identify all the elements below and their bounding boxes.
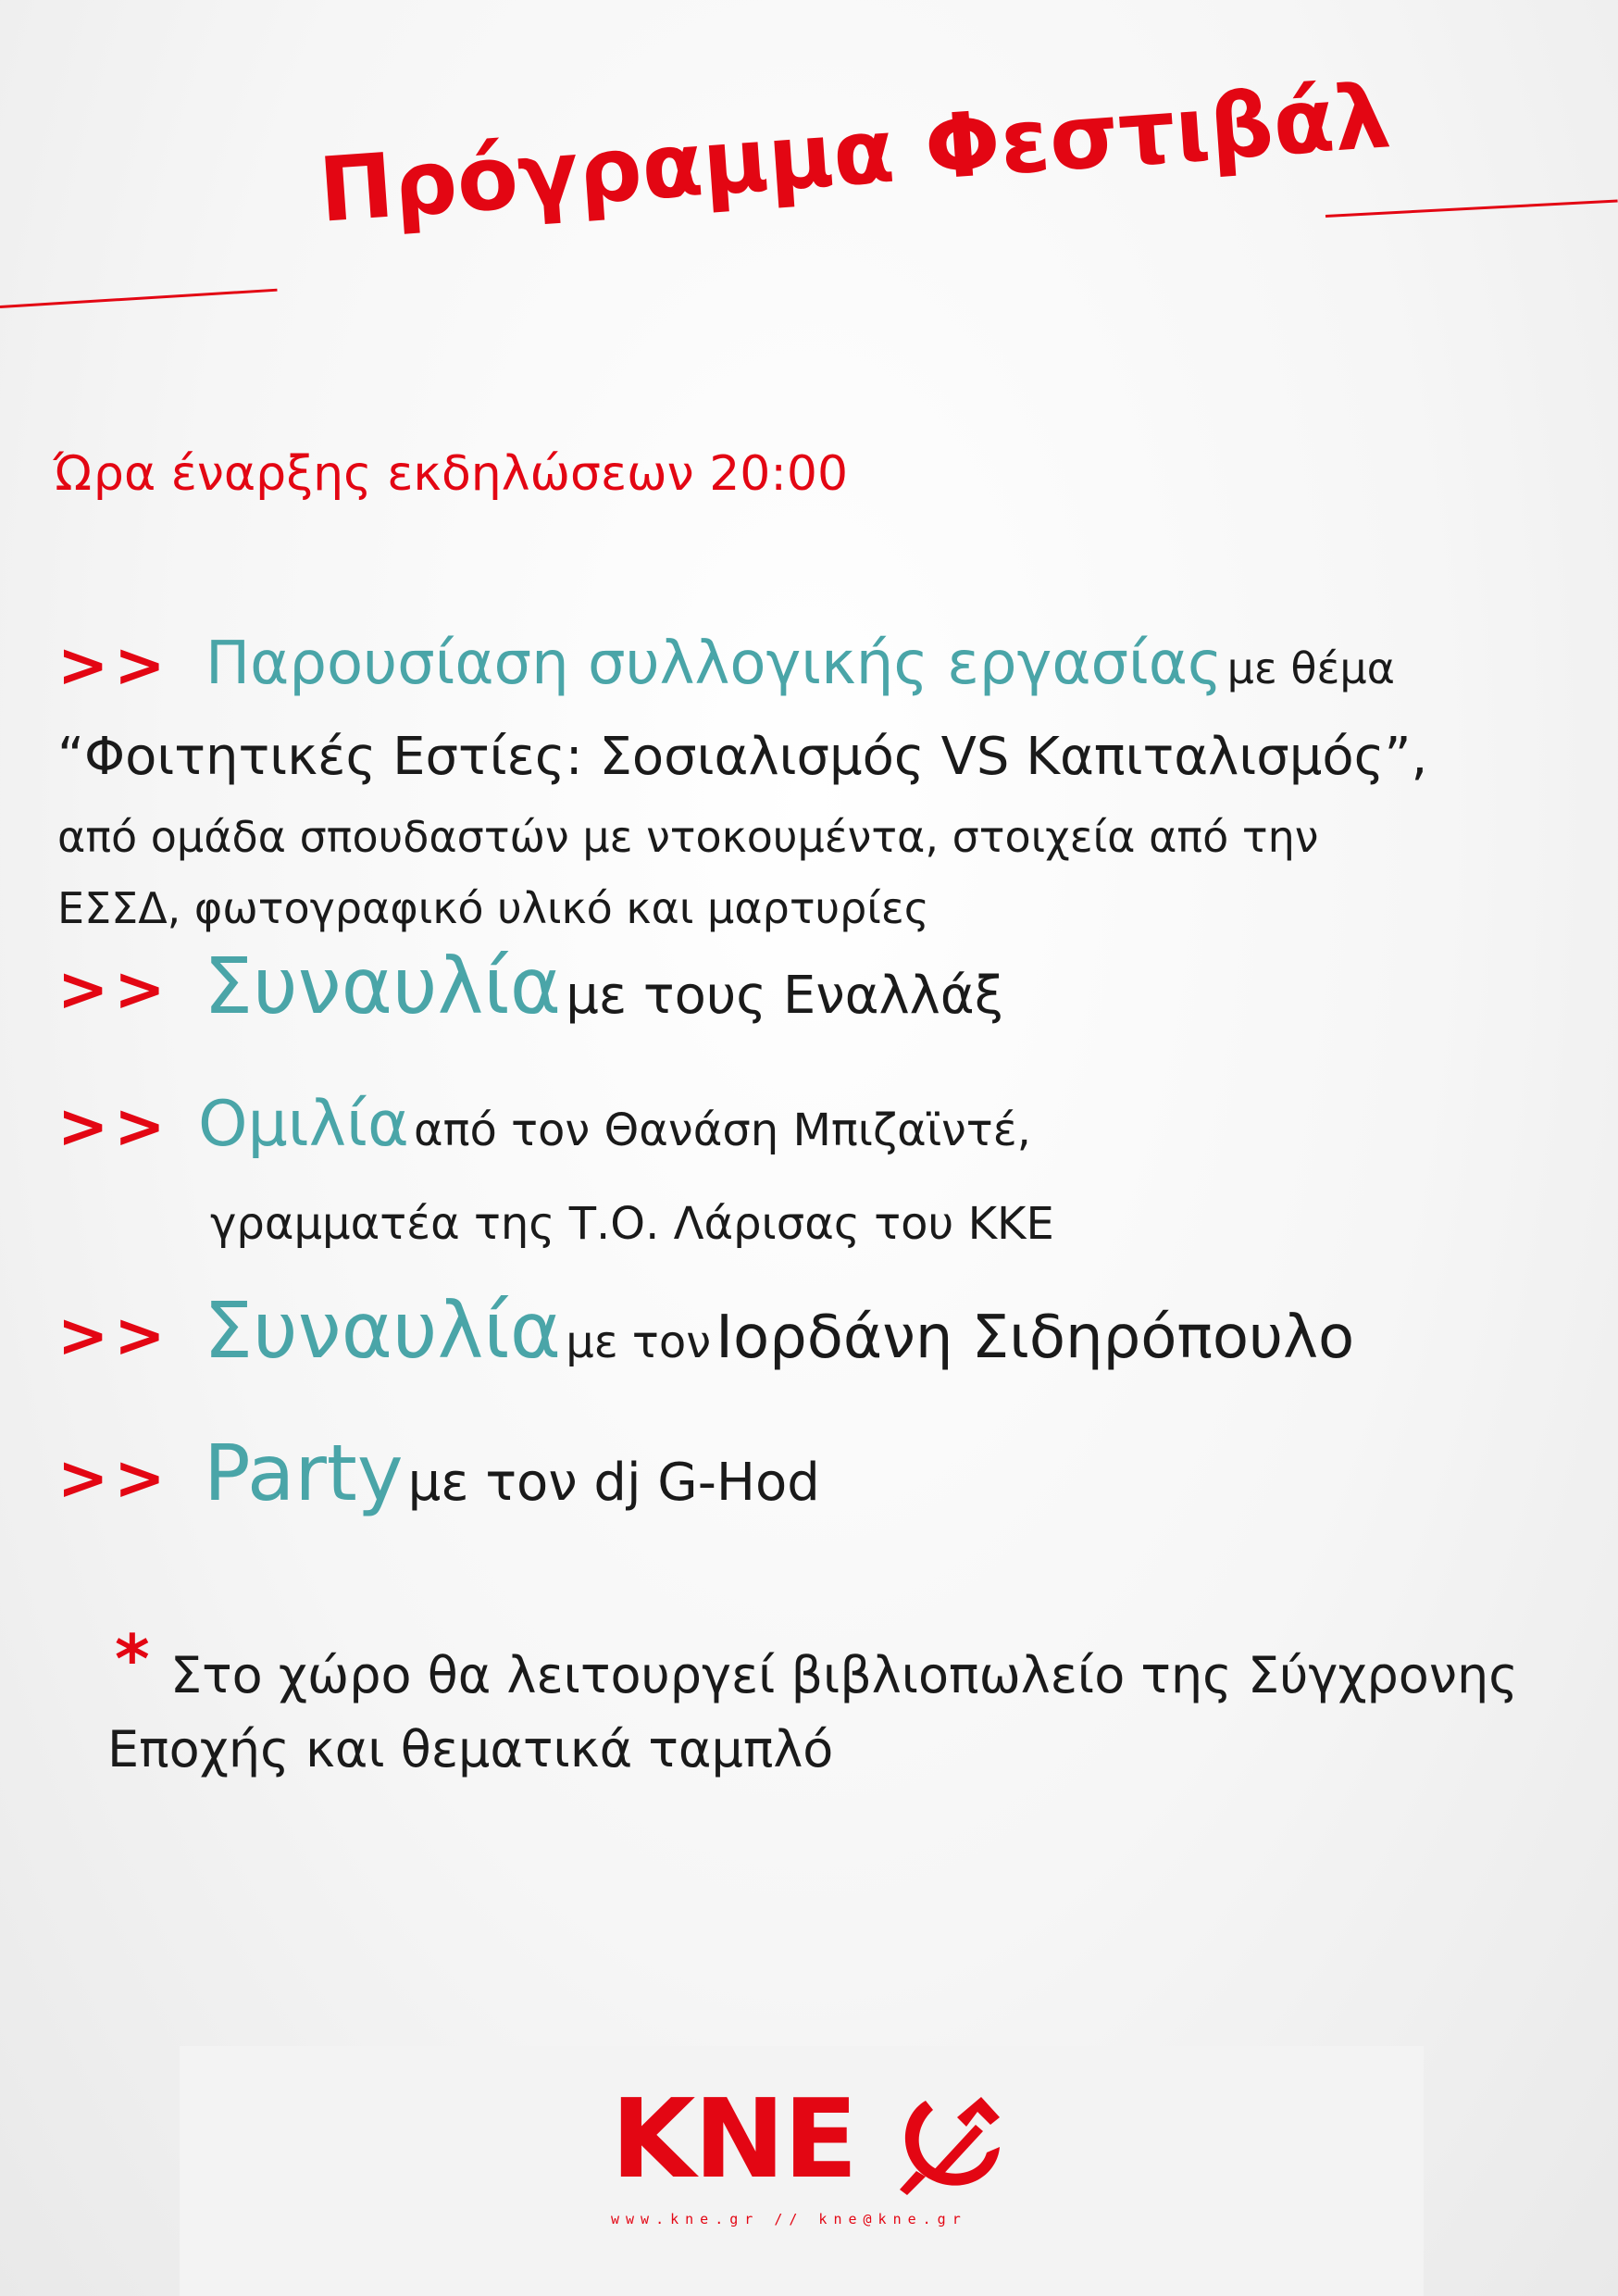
bullet-arrows: >> — [57, 1300, 171, 1371]
bullet-arrows: >> — [57, 1091, 171, 1162]
note-line: Εποχής και θεματικά ταμπλό — [107, 1720, 834, 1778]
logo-text: ΚΝΕ — [611, 2075, 856, 2202]
item-headline: Παρουσίαση συλλογικής εργασίας — [205, 630, 1223, 698]
item-description: από τον Θανάση Μπιζαϊντέ, — [413, 1104, 1031, 1156]
venue-note — [107, 1620, 1570, 1787]
artist-name: Ιορδάνη Σιδηρόπουλο — [716, 1304, 1355, 1372]
item-description-line: γραμματέα της Τ.Ο. Λάρισας του ΚΚΕ — [210, 1198, 1054, 1250]
asterisk-icon: * — [115, 1620, 150, 1698]
hammer-and-sickle-icon — [889, 2080, 1009, 2201]
item-headline: Συναυλία — [204, 1285, 562, 1376]
item-preposition: με τον — [566, 1316, 712, 1368]
bullet-arrows: >> — [57, 1442, 171, 1514]
title-line-left — [0, 289, 278, 308]
item-description: με τους Εναλλάξ — [566, 966, 1003, 1026]
item-headline: Ομιλία — [198, 1088, 409, 1161]
program-item-speech — [57, 1083, 1575, 1276]
program-item-concert-enallax — [57, 935, 1575, 1059]
page-title: Πρόγραμμα Φεστιβάλ — [316, 64, 1394, 243]
start-time: Ώρα έναρξης εκδηλώσεων 20:00 — [54, 446, 849, 502]
bullet-arrows: >> — [57, 954, 171, 1025]
program-item-concert-sidiropoulos — [57, 1279, 1575, 1404]
title-line-right — [1326, 199, 1618, 218]
contact-line: www.kne.gr // kne@kne.gr — [611, 2211, 967, 2227]
bullet-arrows: >> — [57, 630, 171, 701]
item-subject: “Φοιτητικές Εστίες: Σοσιαλισμός VS Καπιταλισμός”, — [57, 727, 1428, 787]
program-item-party — [57, 1422, 1575, 1546]
item-description-line: ΕΣΣΔ, φωτογραφικό υλικό και μαρτυρίες — [57, 883, 929, 933]
item-description: με τον dj G-Hod — [407, 1453, 820, 1513]
item-description-line: από ομάδα σπουδαστών με ντοκουμέντα, στοιχεία από την — [57, 812, 1319, 862]
item-inline-text: με θέμα — [1226, 643, 1395, 693]
note-line: Στο χώρο θα λειτουργεί βιβλιοπωλείο της Σύγχρονης — [170, 1646, 1518, 1704]
item-headline: Party — [204, 1428, 404, 1518]
item-headline: Συναυλία — [204, 941, 562, 1031]
kne-logo — [611, 2075, 1018, 2217]
program-item-presentation — [57, 622, 1575, 949]
